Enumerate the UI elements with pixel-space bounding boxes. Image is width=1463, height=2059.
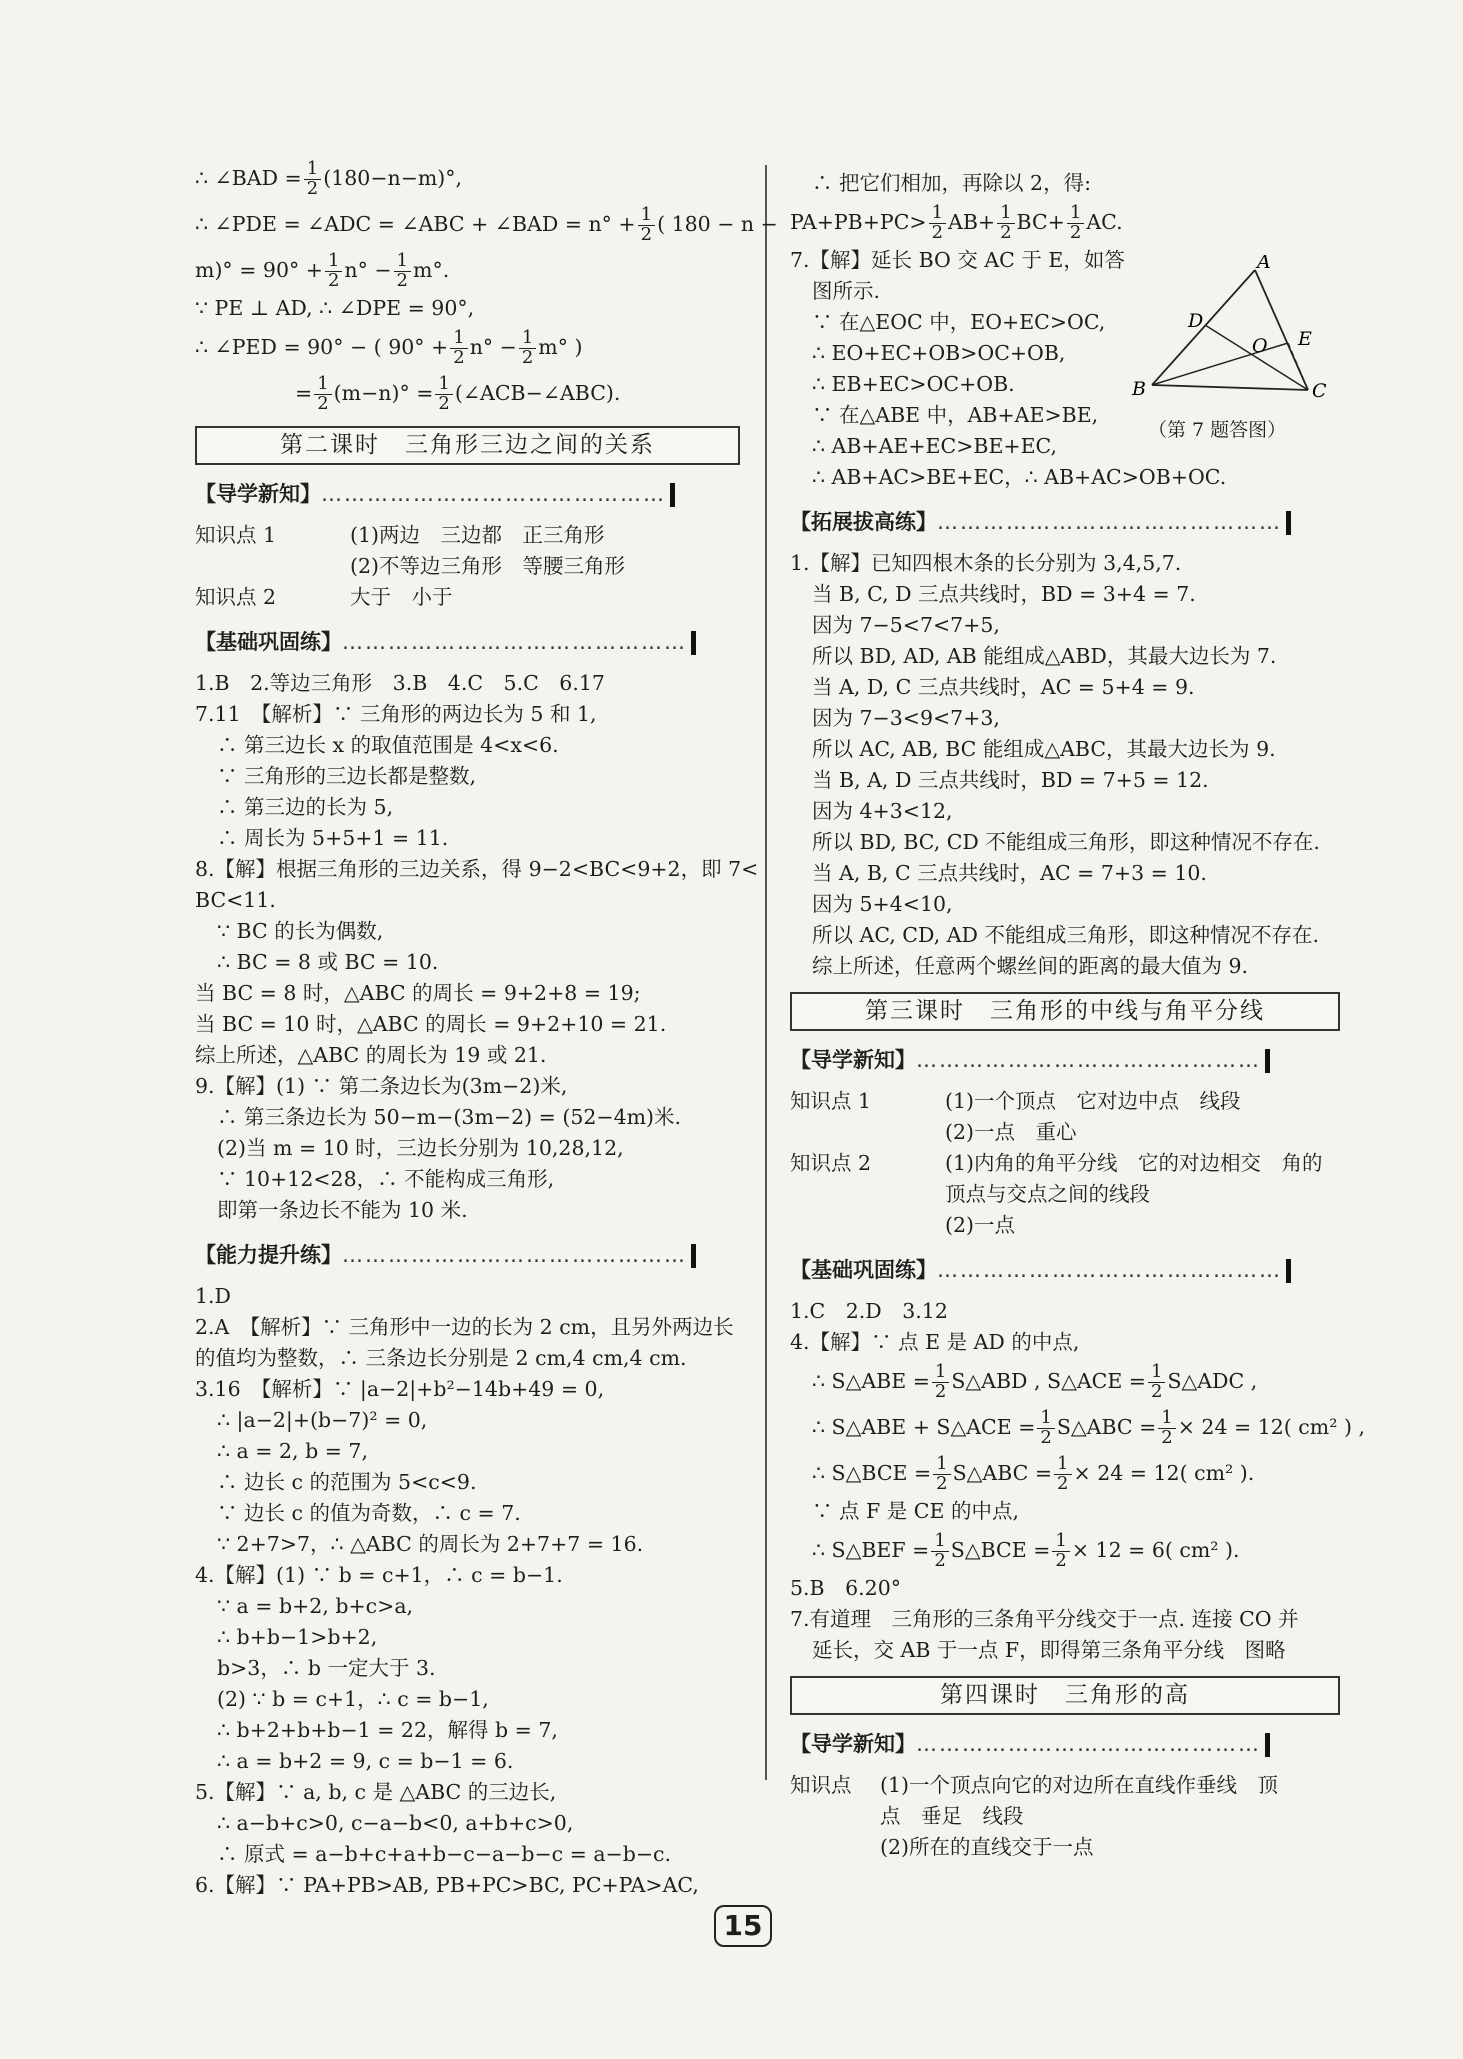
label-E: E bbox=[1298, 328, 1312, 350]
answer-a4-line: ∴ b+2+b+b−1 = 22，解得 b = 7, bbox=[217, 1718, 558, 1742]
answer-a4-line: ∴ b+b−1>b+2, bbox=[217, 1625, 378, 1649]
answer-a4-line: ∵ a = b+2, b+c>a, bbox=[217, 1594, 414, 1618]
lesson-3-title: 第三课时 三角形的中线与角平分线 bbox=[790, 992, 1340, 1031]
answer-c4-eq2: ∴ S△ABE + S△ACE = $\frac{1}{2}$ S△ABC = $\frac{1}{2}$ × 24 = 12( cm² ) , bbox=[812, 1407, 1365, 1448]
left-column bbox=[195, 155, 778, 1901]
answer-a4-line: (2) ∵ b = c+1，∴ c = b−1, bbox=[217, 1687, 489, 1711]
knowledge-point-1: 知识点 1 (1)两边 三边都 正三角形 bbox=[195, 523, 605, 547]
answer-c4-eq3: ∴ S△BCE = $\frac{1}{2}$ S△ABC = $\frac{1}{2}$ × 24 = 12( cm² ). bbox=[812, 1453, 1255, 1494]
answer-c5: 5.B 6.20° bbox=[790, 1576, 902, 1600]
eq-bad: ∴ ∠BAD = $\frac{1}{2}$ (180−n−m)°, bbox=[195, 158, 463, 199]
knowledge-point-2: 知识点 2 大于 小于 bbox=[195, 585, 453, 609]
answer-c7-line: 延长，交 AB 于一点 F，即得第三条角平分线 图略 bbox=[812, 1638, 1286, 1662]
answer-b8-line: ∴ BC = 8 或 BC = 10. bbox=[217, 950, 439, 974]
answer-a3: 3.16 【解析】∵ |a−2|+b²−14b+49 = 0, bbox=[195, 1377, 605, 1401]
answer-b8-line: 当 BC = 10 时，△ABC 的周长 = 9+2+10 = 21. bbox=[195, 1012, 667, 1036]
answer-e1-line: 综上所述，任意两个螺丝间的距离的最大值为 9. bbox=[812, 954, 1249, 978]
answer-b9-line: ∵ 10+12<28，∴ 不能构成三角形, bbox=[217, 1167, 555, 1191]
answer-b8: 8.【解】根据三角形的三边关系，得 9−2<BC<9+2，即 7< bbox=[195, 857, 759, 881]
label-D: D bbox=[1188, 310, 1204, 332]
answer-a3-line: ∵ 边长 c 的值为奇数，∴ c = 7. bbox=[217, 1501, 521, 1525]
answer-a4-line: ∴ a = b+2 = 9, c = b−1 = 6. bbox=[217, 1749, 514, 1773]
answer-e1-line: 当 A, D, C 三点共线时，AC = 5+4 = 9. bbox=[812, 675, 1195, 699]
answer-e1-line: 当 B, A, D 三点共线时，BD = 7+5 = 12. bbox=[812, 768, 1209, 792]
lesson-2-title: 第二课时 三角形三边之间的关系 bbox=[195, 426, 740, 465]
answer-r7-line: 图所示. bbox=[812, 279, 881, 303]
answer-a2: 2.A 【解析】∵ 三角形中一边的长为 2 cm，且另外两边长 bbox=[195, 1315, 734, 1339]
knowledge-point-3-2: 知识点 2 (1)内角的角平分线 它的对边相交 角的 bbox=[790, 1151, 1323, 1175]
eq-pde: ∴ ∠PDE = ∠ADC = ∠ABC + ∠BAD = n° + $\frac{1}{2}$ ( 180 − n − bbox=[195, 204, 778, 245]
answer-b9-line: (2)当 m = 10 时，三边长分别为 10,28,12, bbox=[217, 1136, 624, 1160]
column-divider bbox=[765, 165, 767, 1780]
answer-r7: 7.【解】延长 BO 交 AC 于 E，如答 bbox=[790, 248, 1125, 272]
answer-e1: 1.【解】已知四根木条的长分别为 3,4,5,7. bbox=[790, 551, 1182, 575]
answer-a3-line: ∴ |a−2|+(b−7)² = 0, bbox=[217, 1408, 428, 1432]
knowledge-point-1-b: (2)不等边三角形 等腰三角形 bbox=[350, 554, 626, 578]
knowledge-point-4-b: 点 垂足 线段 bbox=[880, 1804, 1024, 1828]
answer-r7-line: ∴ AB+AC>BE+EC，∴ AB+AC>OB+OC. bbox=[812, 465, 1227, 489]
knowledge-point-3-2-c: (2)一点 bbox=[945, 1213, 1016, 1237]
answer-r7-line: ∵ 在△EOC 中，EO+EC>OC, bbox=[812, 310, 1106, 334]
answer-b9: 9.【解】(1) ∵ 第二条边长为(3m−2)米, bbox=[195, 1074, 568, 1098]
answer-c4-line: ∵ 点 F 是 CE 的中点, bbox=[812, 1499, 1019, 1523]
figure-caption: （第 7 题答图） bbox=[1148, 419, 1287, 441]
lesson-4-title: 第四课时 三角形的高 bbox=[790, 1676, 1340, 1715]
answer-r7-line: ∴ EO+EC+OB>OC+OB, bbox=[812, 341, 1066, 365]
answer-b7-line: ∴ 周长为 5+5+1 = 11. bbox=[217, 826, 449, 850]
eq-ped: ∴ ∠PED = 90° − ( 90° + $\frac{1}{2}$ n° − $\frac{1}{2}$ m° ) bbox=[195, 327, 583, 368]
section-guide-3: 【导学新知】……………………………………… bbox=[790, 1045, 1340, 1076]
answer-a3-line: ∴ a = 2, b = 7, bbox=[217, 1439, 368, 1463]
answer-c4-eq4: ∴ S△BEF = $\frac{1}{2}$ S△BCE = $\frac{1}{2}$ × 12 = 6( cm² ). bbox=[812, 1530, 1240, 1571]
answer-e1-line: 因为 4+3<12, bbox=[812, 799, 953, 823]
answer-r7-line: ∵ 在△ABE 中，AB+AE>BE, bbox=[812, 403, 1099, 427]
page-number: 15 bbox=[714, 1905, 772, 1947]
answer-a5-line: ∴ 原式 = a−b+c+a+b−c−a−b−c = a−b−c. bbox=[217, 1842, 672, 1866]
answer-a3-line: ∵ 2+7>7，∴ △ABC 的周长为 2+7+7 = 16. bbox=[217, 1532, 644, 1556]
answer-b9-line: 即第一条边长不能为 10 米. bbox=[217, 1198, 468, 1222]
answer-b1: 1.B 2.等边三角形 3.B 4.C 5.C 6.17 bbox=[195, 671, 605, 695]
answer-b9-line: ∴ 第三条边长为 50−m−(3m−2) = (52−4m)米. bbox=[217, 1105, 682, 1129]
section-guide: 【导学新知】……………………………………… bbox=[195, 479, 740, 510]
answer-e1-line: 因为 7−3<9<7+3, bbox=[812, 706, 1000, 730]
answer-e1-line: 当 B, C, D 三点共线时，BD = 3+4 = 7. bbox=[812, 582, 1196, 606]
answer-e1-line: 所以 BD, AD, AB 能组成△ABD，其最大边长为 7. bbox=[812, 644, 1277, 668]
answer-a5-line: ∴ a−b+c>0, c−a−b<0, a+b+c>0, bbox=[217, 1811, 574, 1835]
answer-a1: 1.D bbox=[195, 1284, 231, 1308]
answer-b7: 7.11 【解析】∵ 三角形的两边长为 5 和 1, bbox=[195, 702, 597, 726]
section-basic: 【基础巩固练】……………………………………… bbox=[195, 627, 740, 658]
section-extension: 【拓展拔高练】……………………………………… bbox=[790, 507, 1340, 538]
label-B: B bbox=[1132, 378, 1146, 400]
answer-r7-line: ∴ AB+AE+EC>BE+EC, bbox=[812, 434, 1058, 458]
answer-a4-line: b>3，∴ b 一定大于 3. bbox=[217, 1656, 436, 1680]
eq-pde-cont: m)° = 90° + $\frac{1}{2}$ n° − $\frac{1}{2}$ m°. bbox=[195, 250, 450, 291]
answer-a3-line: ∴ 边长 c 的范围为 5<c<9. bbox=[217, 1470, 477, 1494]
answer-b8-line: 当 BC = 8 时，△ABC 的周长 = 9+2+8 = 19; bbox=[195, 981, 641, 1005]
answer-b7-line: ∴ 第三边长 x 的取值范围是 4<x<6. bbox=[217, 733, 559, 757]
answer-a6: 6.【解】∵ PA+PB>AB, PB+PC>BC, PC+PA>AC, bbox=[195, 1873, 699, 1897]
answer-b8-line: ∵ BC 的长为偶数, bbox=[217, 919, 384, 943]
answer-e1-line: 当 A, B, C 三点共线时，AC = 7+3 = 10. bbox=[812, 861, 1207, 885]
knowledge-point-3-2-b: 顶点与交点之间的线段 bbox=[945, 1182, 1150, 1206]
answer-r7-line: ∴ EB+EC>OC+OB. bbox=[812, 372, 1015, 396]
knowledge-point-3-1: 知识点 1 (1)一个顶点 它对边中点 线段 bbox=[790, 1089, 1241, 1113]
answer-e1-line: 所以 AC, AB, BC 能组成△ABC，其最大边长为 9. bbox=[812, 737, 1276, 761]
answer-c4-eq1: ∴ S△ABE = $\frac{1}{2}$ S△ABD , S△ACE = $\frac{1}{2}$ S△ADC , bbox=[812, 1361, 1258, 1402]
answer-e1-line: 所以 AC, CD, AD 不能组成三角形，即这种情况不存在. bbox=[812, 923, 1320, 947]
eq-ped-result: = $\frac{1}{2}$ (m−n)° = $\frac{1}{2}$ (∠ACB−∠ABC). bbox=[295, 373, 621, 414]
answer-a4: 4.【解】(1) ∵ b = c+1，∴ c = b−1. bbox=[195, 1563, 563, 1587]
answer-a2-line: 的值均为整数，∴ 三条边长分别是 2 cm,4 cm,4 cm. bbox=[195, 1346, 687, 1370]
answer-r2: PA+PB+PC> $\frac{1}{2}$ AB+ $\frac{1}{2}$ BC+ $\frac{1}{2}$ AC. bbox=[790, 202, 1123, 243]
section-guide-4: 【导学新知】……………………………………… bbox=[790, 1729, 1340, 1760]
answer-b8-line: 综上所述，△ABC 的周长为 19 或 21. bbox=[195, 1043, 547, 1067]
label-O: O bbox=[1252, 335, 1268, 357]
answer-c7: 7.有道理 三角形的三条角平分线交于一点. 连接 CO 并 bbox=[790, 1607, 1299, 1631]
answer-c4: 4.【解】∵ 点 E 是 AD 的中点, bbox=[790, 1330, 1080, 1354]
label-C: C bbox=[1312, 380, 1327, 402]
label-A: A bbox=[1257, 255, 1271, 273]
answer-b7-line: ∵ 三角形的三边长都是整数, bbox=[217, 764, 477, 788]
section-ability: 【能力提升练】……………………………………… bbox=[195, 1240, 740, 1271]
answer-a5: 5.【解】∵ a, b, c 是 △ABC 的三边长, bbox=[195, 1780, 557, 1804]
knowledge-point-4: 知识点 (1)一个顶点向它的对边所在直线作垂线 顶 bbox=[790, 1773, 1279, 1797]
answer-e1-line: 所以 BD, BC, CD 不能组成三角形，即这种情况不存在. bbox=[812, 830, 1320, 854]
answer-b8-line: BC<11. bbox=[195, 888, 276, 912]
section-basic-3: 【基础巩固练】……………………………………… bbox=[790, 1255, 1340, 1286]
answer-r1: ∴ 把它们相加，再除以 2，得: bbox=[812, 171, 1091, 195]
knowledge-point-3-1-b: (2)一点 重心 bbox=[945, 1120, 1077, 1144]
answer-b7-line: ∴ 第三边的长为 5, bbox=[217, 795, 394, 819]
answer-e1-line: 因为 7−5<7<7+5, bbox=[812, 613, 1000, 637]
answer-e1-line: 因为 5+4<10, bbox=[812, 892, 953, 916]
eq-dpe: ∵ PE ⊥ AD, ∴ ∠DPE = 90°, bbox=[195, 296, 475, 320]
knowledge-point-4-c: (2)所在的直线交于一点 bbox=[880, 1835, 1094, 1859]
answer-c1: 1.C 2.D 3.12 bbox=[790, 1299, 948, 1323]
